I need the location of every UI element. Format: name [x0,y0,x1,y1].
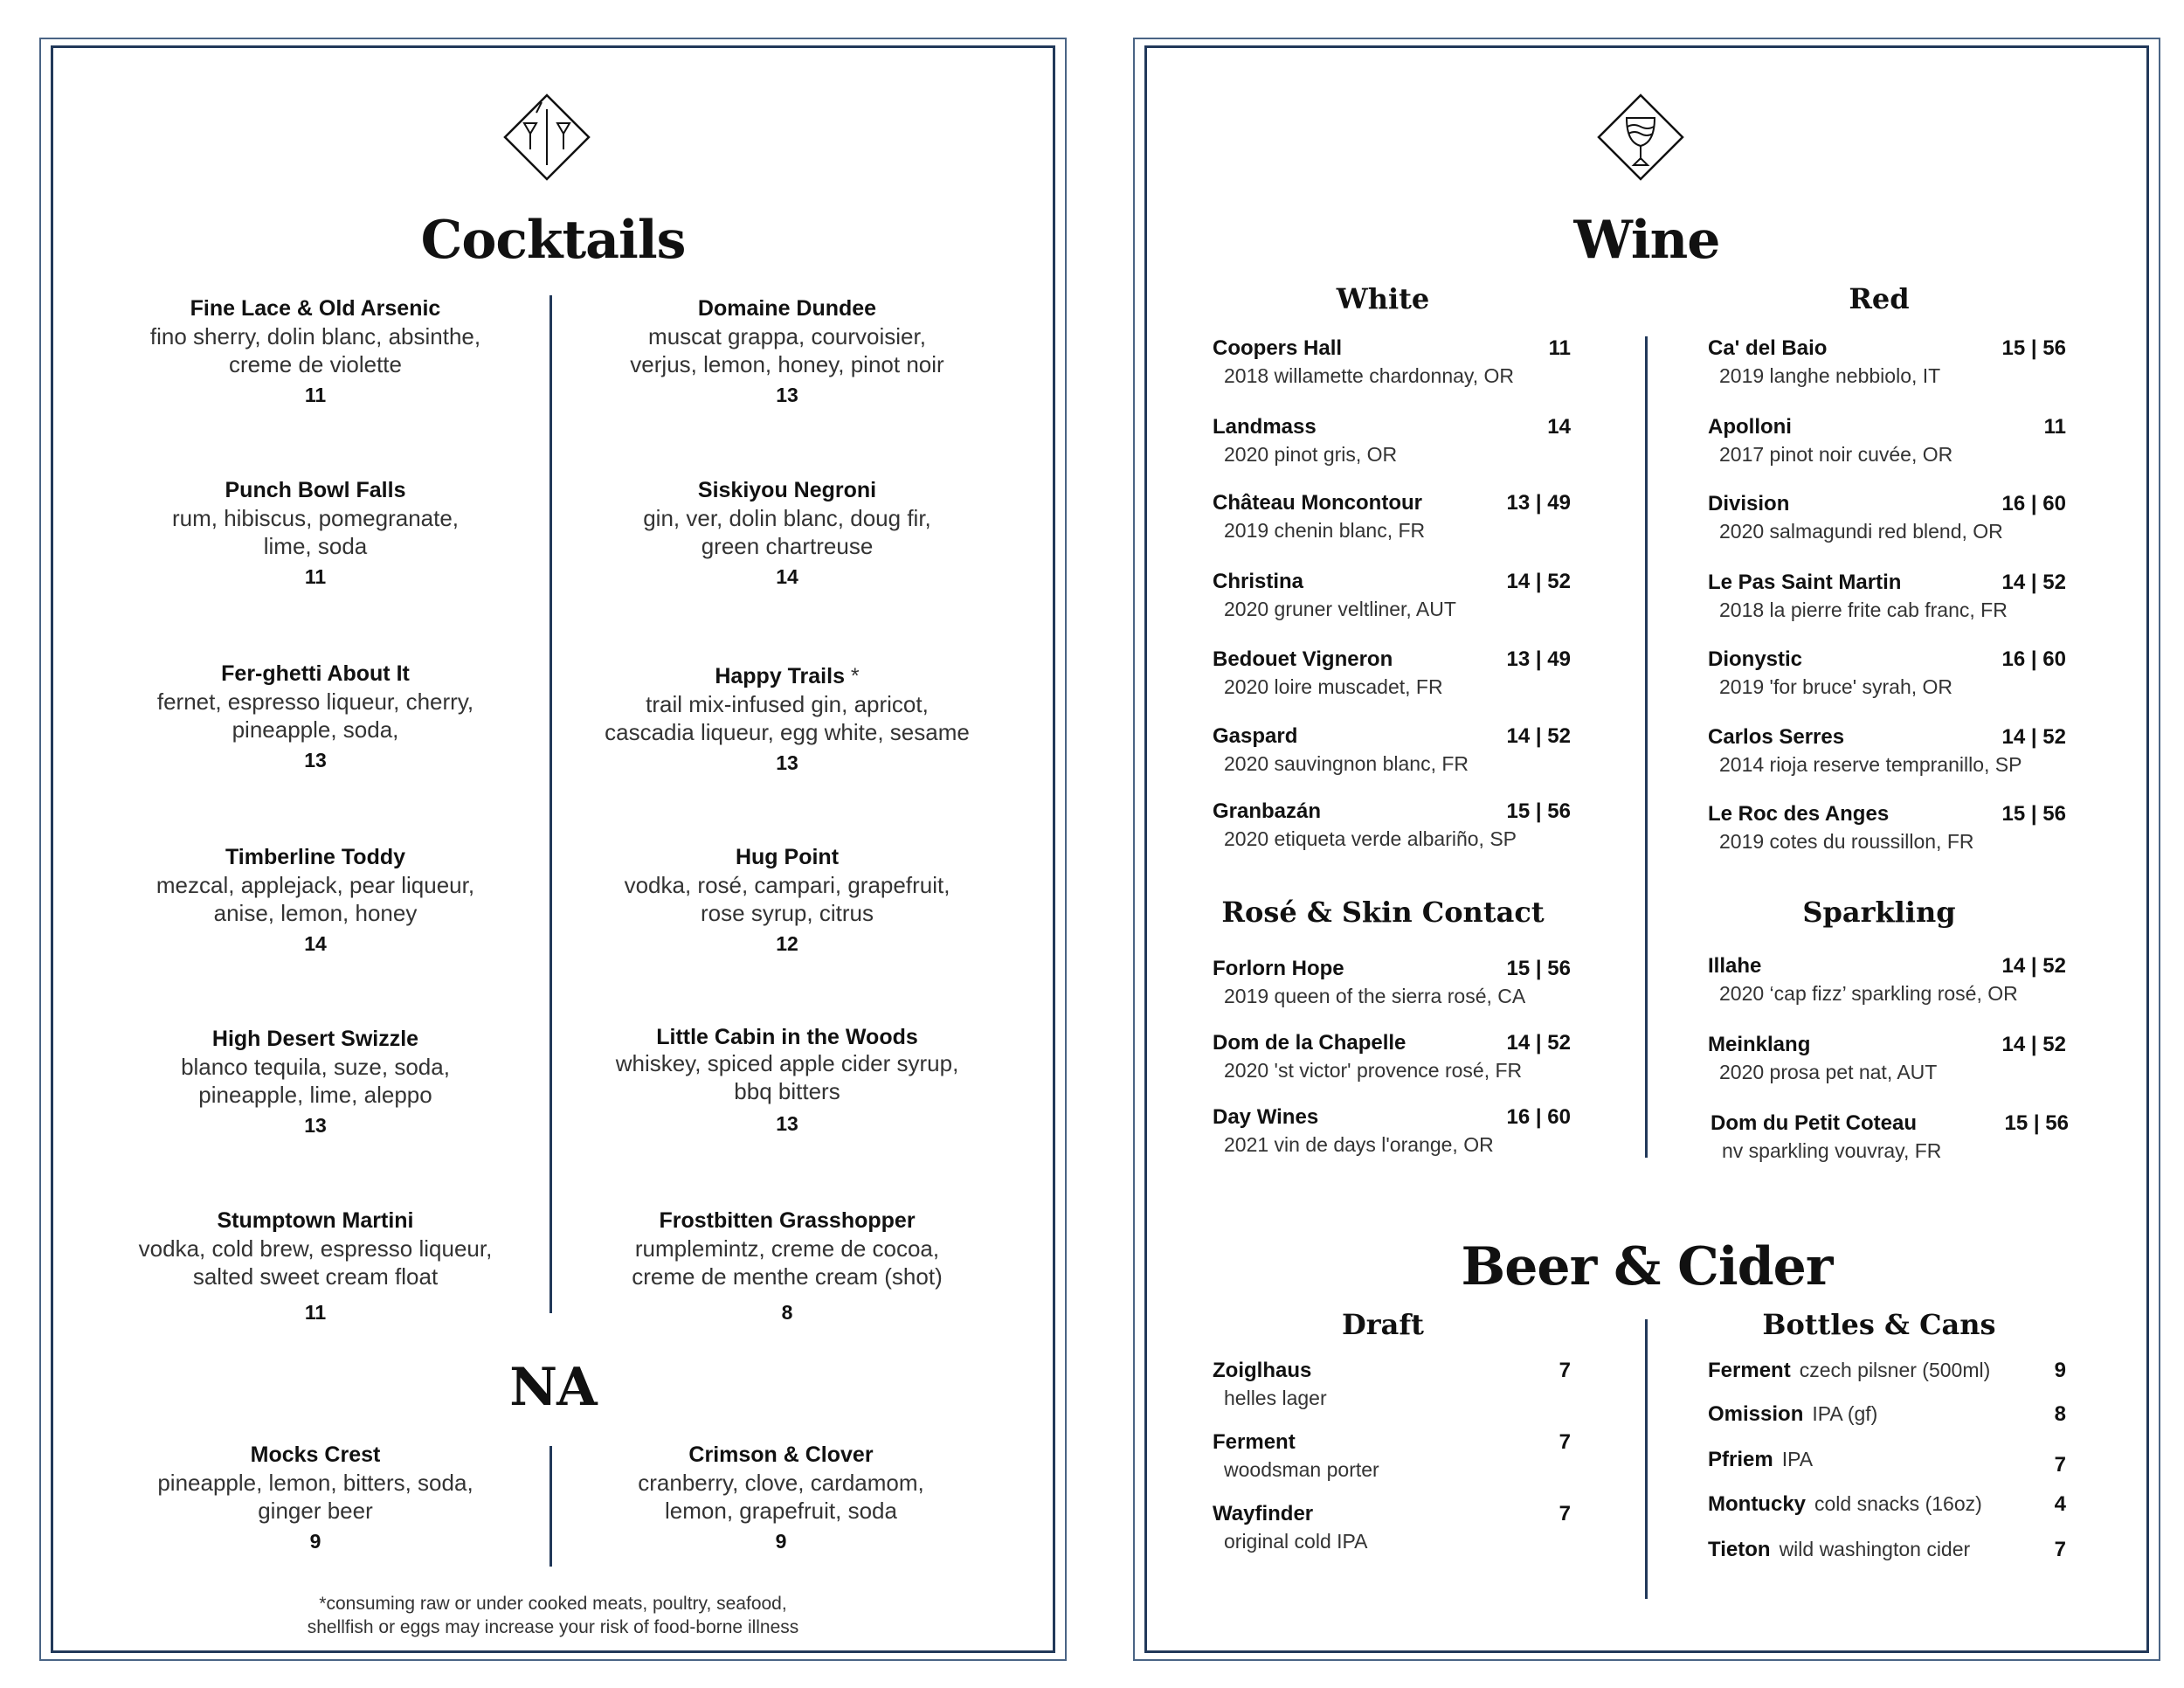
beer-divider [1645,1319,1648,1599]
wine-beer-panel [1144,45,2149,1653]
wine-item: Landmass 14 2020 pinot gris, OR [1213,415,1571,466]
wine-item: Meinklang 14 | 52 2020 prosa pet nat, AUT [1708,1033,2066,1083]
cocktail-item: Hug Point vodka, rosé, campari, grapefruit, rose syrup, citrus 12 [624,845,950,955]
raw-ingredient-asterisk: * [844,664,860,688]
beer-item: Zoiglhaus 7 helles lager [1213,1359,1571,1409]
wine-item: Carlos Serres 14 | 52 2014 rioja reserve tempranillo, SP [1708,725,2066,776]
wine-item: Granbazán 15 | 56 2020 etiqueta verde albariño, SP [1213,799,1571,850]
cocktails-divider [549,295,552,1313]
cocktail-item: Siskiyou Negroni gin, ver, dolin blanc, doug fir, green chartreuse 14 [643,478,931,588]
cocktail-item: Timberline Toddy mezcal, applejack, pear liqueur, anise, lemon, honey 14 [156,845,475,955]
wine-item: Le Pas Saint Martin 14 | 52 2018 la pierre frite cab franc, FR [1708,571,2066,621]
wine-item: Dom de la Chapelle 14 | 52 2020 'st victor' provence rosé, FR [1213,1031,1571,1082]
beer-item: Pfriem IPA 7 [1708,1448,2066,1477]
cocktail-item: Little Cabin in the Woods whiskey, spiced apple cider syrup, bbq bitters 13 [615,1025,959,1135]
cocktail-item: Punch Bowl Falls rum, hibiscus, pomegranate, lime, soda 11 [171,478,460,588]
wine-item: Division 16 | 60 2020 salmagundi red blend, OR [1708,492,2066,543]
wine-item: Illahe 14 | 52 2020 ‘cap fizz’ sparkling rosé, OR [1708,954,2066,1005]
na-item: Crimson & Clover cranberry, clove, cardamom, lemon, grapefruit, soda 9 [638,1442,924,1553]
cocktail-item: Stumptown Martini vodka, cold brew, espresso liqueur, salted sweet cream float 11 [138,1208,493,1324]
wine-item: Gaspard 14 | 52 2020 sauvingnon blanc, FR [1213,724,1571,775]
white-heading: White [1336,282,1430,315]
cocktail-item: Happy Trails * trail mix-infused gin, apricot, cascadia liqueur, egg white, sesame 13 [605,664,970,774]
wine-item: Bedouet Vigneron 13 | 49 2020 loire muscadet, FR [1213,647,1571,698]
cocktail-item: Domaine Dundee muscat grappa, courvoisier, verjus, lemon, honey, pinot noir 13 [630,296,944,406]
cocktail-glasses-diamond-icon [503,93,591,181]
wine-item: Le Roc des Anges 15 | 56 2019 cotes du roussillon, FR [1708,802,2066,853]
beer-item: Ferment 7 woodsman porter [1213,1430,1571,1481]
cocktail-item: High Desert Swizzle blanco tequila, suze, soda, pineapple, lime, aleppo 13 [181,1027,450,1137]
beer-cider-title: Beer & Cider [1461,1236,1833,1297]
sparkling-heading: Sparkling [1802,896,1956,929]
wine-item: Dionystic 16 | 60 2019 'for bruce' syrah, OR [1708,647,2066,698]
cocktails-title: Cocktails [420,210,686,271]
wine-glass-diamond-icon [1597,93,1684,181]
wine-item: Ca' del Baio 15 | 56 2019 langhe nebbiolo, IT [1708,336,2066,387]
food-safety-footnote: *consuming raw or under cooked meats, poultry, seafood, shellfish or eggs may increase your risk of food-borne illness [307,1594,799,1637]
wine-item: Day Wines 16 | 60 2021 vin de days l'orange, OR [1213,1105,1571,1156]
red-heading: Red [1849,282,1910,315]
wine-item: Christina 14 | 52 2020 gruner veltliner, AUT [1213,570,1571,620]
wine-item: Forlorn Hope 15 | 56 2019 queen of the sierra rosé, CA [1213,957,1571,1007]
cocktails-panel [51,45,1055,1653]
rose-heading: Rosé & Skin Contact [1221,896,1545,929]
cocktail-item: Frostbitten Grasshopper rumplemintz, creme de cocoa, creme de menthe cream (shot) 8 [632,1208,943,1324]
beer-item: Ferment czech pilsner (500ml) 9 [1708,1359,2066,1382]
cocktail-item: Fer-ghetti About It fernet, espresso liqueur, cherry, pineapple, soda, 13 [156,661,474,771]
beer-item: Wayfinder 7 original cold IPA [1213,1502,1571,1553]
wine-item: Dom du Petit Coteau 15 | 56 nv sparkling vouvray, FR [1711,1111,2069,1162]
beer-item: Tieton wild washington cider 7 [1708,1538,2066,1561]
na-divider [549,1446,552,1567]
na-title: NA [509,1357,597,1418]
draft-heading: Draft [1342,1308,1424,1341]
beer-item: Montucky cold snacks (16oz) 4 [1708,1492,2066,1516]
na-item: Mocks Crest pineapple, lemon, bitters, soda, ginger beer 9 [157,1442,473,1553]
wine-item: Château Moncontour 13 | 49 2019 chenin blanc, FR [1213,491,1571,542]
beer-item: Omission IPA (gf) 8 [1708,1402,2066,1426]
cocktail-item: Fine Lace & Old Arsenic fino sherry, dolin blanc, absinthe, creme de violette 11 [149,296,481,406]
wine-item: Coopers Hall 11 2018 willamette chardonnay, OR [1213,336,1571,387]
wine-divider [1645,336,1648,1158]
bottles-cans-heading: Bottles & Cans [1762,1308,1996,1341]
wine-item: Apolloni 11 2017 pinot noir cuvée, OR [1708,415,2066,466]
wine-title: Wine [1573,210,1720,271]
